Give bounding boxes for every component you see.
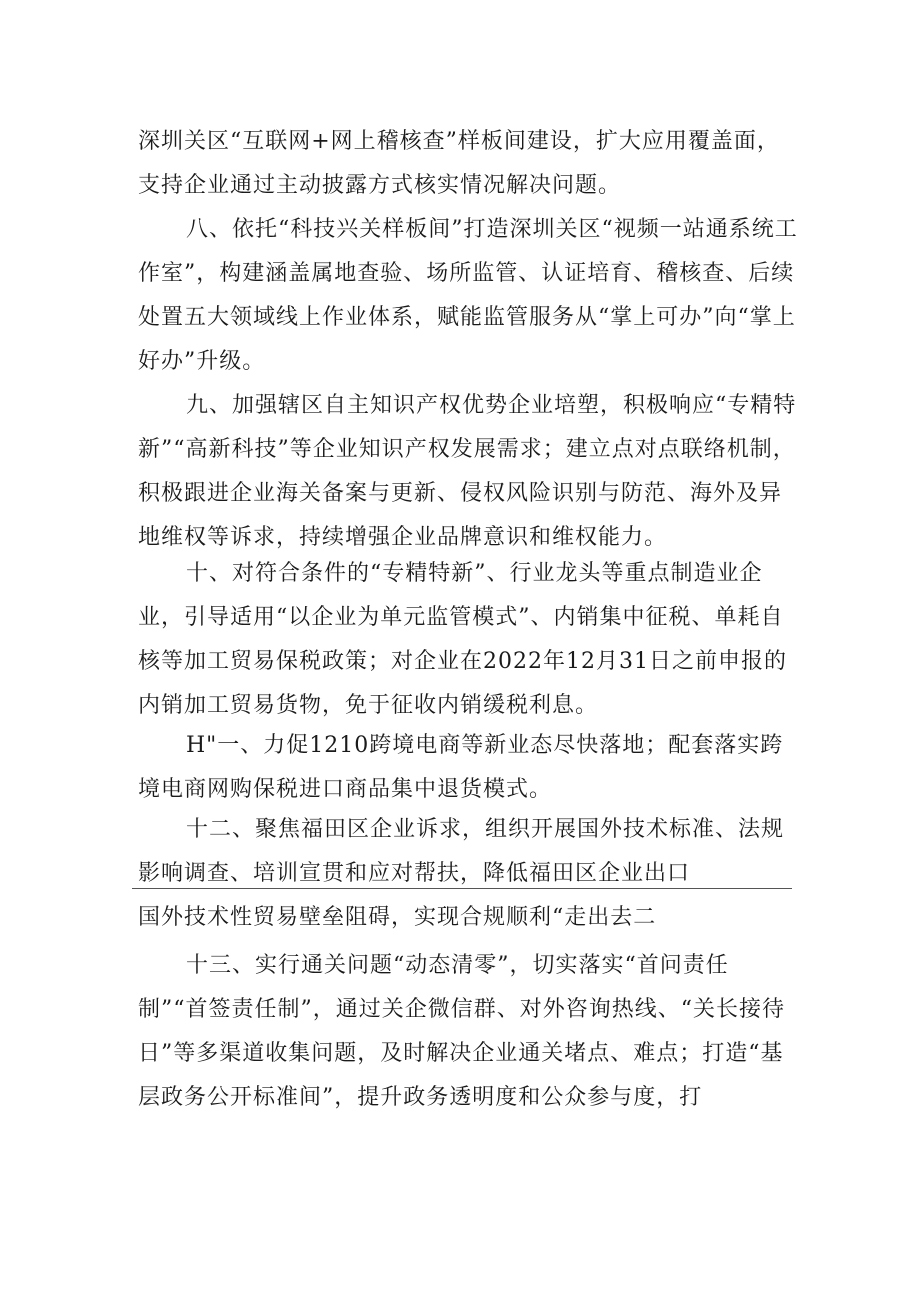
horizontal-divider [132,888,792,889]
paragraph-item-11: H"一、力促1210跨境电商等新业态尽快落地；配套落实跨境电商网购保税进口商品集中退货模式。 [138,733,784,802]
paragraph-continuation-7: 深圳关区“互联网+网上稽核查”样板间建设，扩大应用覆盖面，支持企业通过主动披露方式核实情况解决问题。 [138,129,780,198]
paragraph-item-8: 八、依托“科技兴关样板间”打造深圳关区“视频一站通系统工作室”，构建涵盖属地查验、场所监管、认证培育、稽核查、后续处置五大领域线上作业体系，赋能监管服务从“掌上可办”向“掌上好办”升级。 [138,217,798,374]
paragraph-item-10: 十、对符合条件的“专精特新”、行业龙头等重点制造业企业，引导适用“以企业为单元监管模式”、内销集中征税、单耗自核等加工贸易保税政策；对企业在2022年12月31日之前申报的内销加工贸易货物，免于征收内销缓税利息。 [138,561,787,718]
paragraph-item-12: 十二、聚焦福田区企业诉求，组织开展国外技术标准、法规影响调查、培训宣贯和应对帮扶，降低福田区企业出口 [138,817,785,886]
paragraph-item-9: 九、加强辖区自主知识产权优势企业培塑，积极响应“专精特新”“高新科技”等企业知识产权发展需求；建立点对点联络机制，积极跟进企业海关备案与更新、侵权风险识别与防范、海外及异地维权等诉求，持续增强企业品牌意识和维权能力。 [138,393,797,550]
paragraph-item-13: 十三、实行通关问题“动态清零”，切实落实“首问责任制”“首签责任制”，通过关企微信群、对外咨询热线、“关长接待日”等多渠道收集问题，及时解决企业通关堵点、难点；打造“基层政务公开标准间”，提升政务透明度和公众参与度，打 [138,953,785,1110]
paragraph-item-12-continuation: 国外技术性贸易壁垒阻碍，实现合规顺利“走出去二 [138,905,657,930]
